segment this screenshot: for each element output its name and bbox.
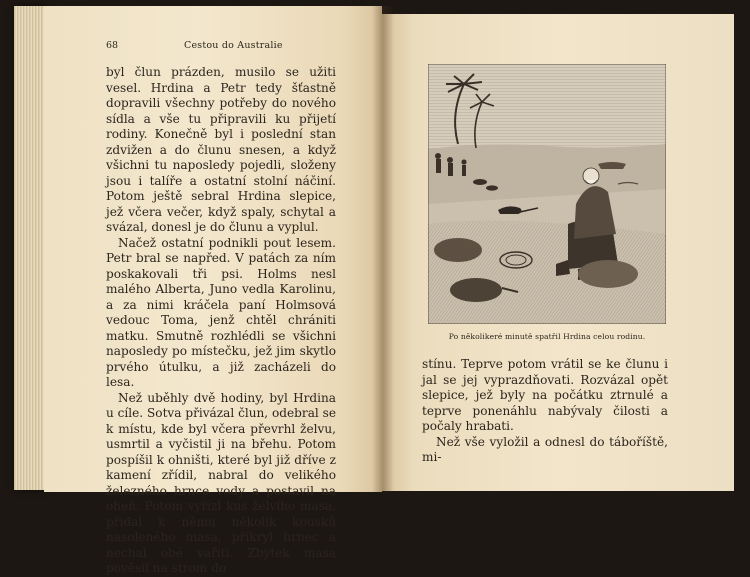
book-gutter: [372, 6, 394, 492]
running-title: Cestou do Australie: [184, 40, 283, 51]
illustration-caption: Po několikeré minutě spatřil Hrdina celou rodinu.: [448, 332, 646, 341]
page-edges: [14, 6, 48, 490]
paragraph: Než uběhly dvě hodiny, byl Hrdina u cíle. Sotva přivázal člun, odebral se k místu, kde byl včera převrhl želvu, usmrtil a vyčistil ji na břehu. Potom pospíšil k ohništi, které byl již dříve z kamení zřídil, nabral do velikého železného hrnce vody a postavil na oheň. Potom vyřízl kus želvího masa, přidal k němu několik kousků nasoleného masa, přikryl hrnec a nechal obé vařiti. Zbytek masa pověsil na strom do: [106, 390, 336, 575]
right-page-text: [422, 357, 668, 466]
paragraph: stínu. Teprve potom vrátil se ke člunu i jal se jej vyprazdňovati. Rozvázal opět slepice, jež byly na počátku ztrnulé a teprve ponenáhlu nabývaly čilosti a počaly hrabati.: [422, 357, 668, 433]
engraving-svg: [428, 64, 666, 324]
paragraph: Než vše vyložil a odnesl do táboříště, mi-: [422, 434, 668, 464]
paragraph: Načež ostatní podnikli pout lesem. Petr bral se napřed. V patách za ním poskakovali tři psi. Holms nesl malého Alberta, Juno vedla Karolinu, a za nimi kráčela paní Holmsová vedouc Toma, jenž chtěl chrániti matku. Smutně rozhlédli se všichni naposledy po místečku, jež jim skytlo prvého útulku, a již zacházeli do lesa.: [106, 235, 336, 389]
paragraph: byl člun prázden, musilo se užiti vesel. Hrdina a Petr tedy šťastně dopravili všechny potřeby do nového sídla a vše tu připravili ku přijetí rodiny. Konečně byl i poslední stan zdvižen a do člunu snesen, a když všichni tu naposledy pojedli, složeny jsou i talíře a ostatní stolní náčiní. Potom ještě sebral Hrdina slepice, jež včera večer, když spaly, schytal a svázal, donesl je do člunu a vyplul.: [106, 65, 336, 234]
page-number: 68: [106, 40, 119, 51]
left-page-text: [106, 65, 336, 577]
engraving-illustration: [428, 64, 666, 324]
